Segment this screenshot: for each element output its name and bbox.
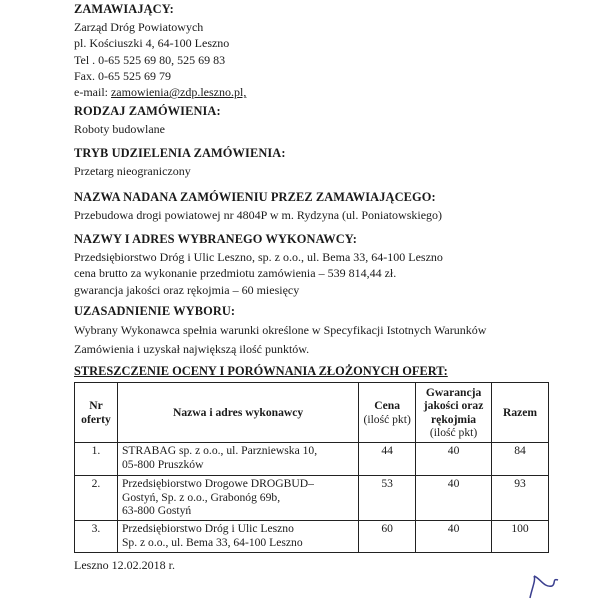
document-date: Leszno 12.02.2018 r. (74, 558, 175, 572)
price-points: 53 (359, 476, 416, 521)
email-link[interactable]: zamowienia@zdp.leszno.pl, (110, 85, 247, 100)
selected-contractor-section (74, 232, 443, 298)
award-mode-heading: TRYB UDZIELENIA ZAMÓWIENIA: (74, 146, 286, 160)
email-label: e-mail: (74, 85, 111, 100)
total-points: 100 (492, 521, 549, 553)
contractor-name: Przedsiębiorstwo Drogowe DROGBUD– Gostyń, Sp. z o.o., Grabonóg 69b, 63-800 Gostyń (117, 476, 358, 521)
justification-heading: UZASADNIENIE WYBORU: (74, 304, 236, 318)
award-mode-section (74, 146, 286, 179)
selected-contractor-line: gwarancja jakości oraz rękojmia – 60 miesięcy (74, 282, 300, 297)
ordering-party-line: pl. Kościuszki 4, 64-100 Leszno (74, 36, 230, 51)
table-row (75, 476, 549, 521)
table-row (75, 521, 549, 553)
order-type-section (74, 104, 221, 137)
warranty-points: 40 (416, 443, 492, 476)
table-header-row (75, 383, 549, 443)
contractor-name: STRABAG sp. z o.o., ul. Parzniewska 10, 05-800 Pruszków (117, 443, 358, 476)
ordering-party-heading: ZAMAWIAJĄCY: (74, 2, 174, 16)
warranty-points: 40 (416, 476, 492, 521)
col-header-warranty: Gwarancja jakości oraz rękojmia (ilość pkt) (416, 383, 492, 443)
contract-name-value: Przebudowa drogi powiatowej nr 4804P w m. Rydzyna (ul. Poniatowskiego) (74, 208, 443, 222)
table-row (75, 443, 549, 476)
ordering-party-line: Tel . 0-65 525 69 80, 525 69 83 (74, 52, 226, 67)
selected-contractor-heading: NAZWY I ADRES WYBRANEGO WYKONAWCY: (74, 232, 357, 246)
warranty-points: 40 (416, 521, 492, 553)
contract-name-section (74, 190, 442, 223)
award-mode-value: Przetarg nieograniczony (74, 164, 191, 178)
total-points: 84 (492, 443, 549, 476)
col-header-total: Razem (492, 383, 549, 443)
price-points: 44 (359, 443, 416, 476)
offers-table (74, 382, 549, 553)
offer-no: 1. (75, 443, 118, 476)
col-header-contractor: Nazwa i adres wykonawcy (117, 383, 358, 443)
contractor-name: Przedsiębiorstwo Dróg i Ulic Leszno Sp. z o.o., ul. Bema 33, 64-100 Leszno (117, 521, 358, 553)
ordering-party-line: Fax. 0-65 525 69 79 (74, 68, 171, 83)
selected-contractor-line: Przedsiębiorstwo Dróg i Ulic Leszno, sp. z o.o., ul. Bema 33, 64-100 Leszno (74, 250, 443, 264)
justification-line: Wybrany Wykonawca spełnia warunki określone w Specyfikacji Istotnych Warunków (74, 323, 487, 337)
email-line (74, 84, 246, 100)
total-points: 93 (492, 476, 549, 521)
contract-name-heading: NAZWA NADANA ZAMÓWIENIU PRZEZ ZAMAWIAJĄCEGO: (74, 190, 436, 204)
offer-no: 2. (75, 476, 118, 521)
offer-no: 3. (75, 521, 118, 553)
justification-section (74, 304, 486, 359)
price-points: 60 (359, 521, 416, 553)
col-header-offer-no: Nr oferty (75, 383, 118, 443)
justification-line: Zamówienia i uzyskał największą ilość punktów. (74, 342, 310, 356)
ordering-party-section (74, 2, 246, 100)
selected-contractor-line: cena brutto za wykonanie przedmiotu zamówienia – 539 814,44 zł. (74, 266, 397, 281)
ordering-party-line: Zarząd Dróg Powiatowych (74, 20, 204, 34)
order-type-value: Roboty budowlane (74, 122, 165, 136)
col-header-price: Cena (ilość pkt) (359, 383, 416, 443)
order-type-heading: RODZAJ ZAMÓWIENIA: (74, 104, 221, 118)
summary-title: STRESZCZENIE OCENY I PORÓWNANIA ZŁOŻONYCH OFERT: (74, 364, 448, 378)
signature-mark (522, 568, 582, 600)
